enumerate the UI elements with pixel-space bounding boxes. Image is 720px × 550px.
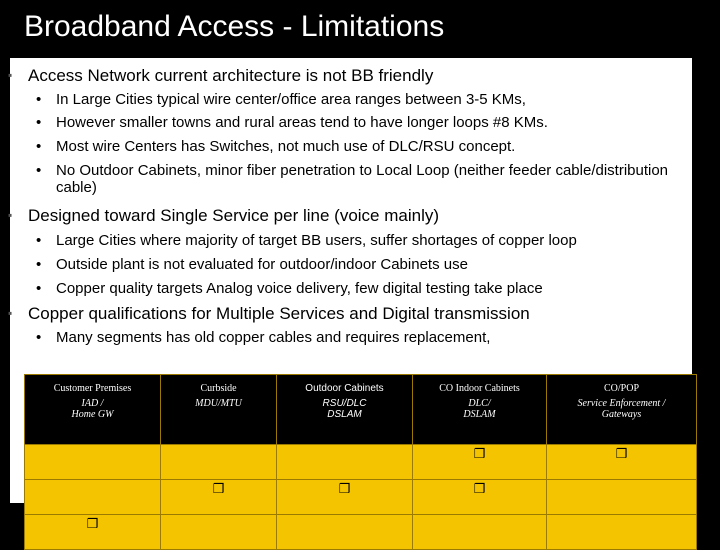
title-bar xyxy=(0,0,720,58)
table-cell xyxy=(547,515,697,550)
column-sub: DSLAM xyxy=(463,409,496,420)
bullet-text: Many segments has old copper cables and requires replacement, xyxy=(56,329,491,346)
section-heading-text: Copper qualifications for Multiple Services and Digital transmission xyxy=(28,304,530,323)
bullet-dot-icon: • xyxy=(36,114,42,131)
section-heading-3 xyxy=(8,304,530,324)
network-table xyxy=(24,374,696,540)
column-name: Curbside xyxy=(200,383,237,394)
bullet-text: Most wire Centers has Switches, not much use of DLC/RSU concept. xyxy=(56,138,516,155)
bullet-dot-icon: • xyxy=(36,280,42,297)
square-bullet-icon: ▪ xyxy=(8,68,13,82)
bullet-dot-icon: • xyxy=(36,138,42,155)
table-cell xyxy=(161,480,277,515)
bullet-item xyxy=(36,114,706,131)
bullet-text: Copper quality targets Analog voice delivery, few digital testing take place xyxy=(56,280,543,297)
table-row xyxy=(25,445,697,480)
checkbox-icon: ❒ xyxy=(212,482,225,497)
bullet-dot-icon: • xyxy=(36,329,42,346)
bullet-dot-icon: • xyxy=(36,232,42,249)
table-cell xyxy=(25,480,161,515)
section-heading-text: Designed toward Single Service per line (voice mainly) xyxy=(28,206,440,225)
bullet-text: Large Cities where majority of target BB users, suffer shortages of copper loop xyxy=(56,232,577,249)
bullet-item xyxy=(36,280,706,297)
table-cell xyxy=(25,515,161,550)
bullet-text: No Outdoor Cabinets, minor fiber penetration to Local Loop (neither feeder cable/distribution cable) xyxy=(56,162,669,196)
column-sub: Service Enforcement / xyxy=(577,398,666,409)
column-name: Customer Premises xyxy=(53,383,132,394)
table-cell xyxy=(547,480,697,515)
table-cell xyxy=(413,515,547,550)
slide-title: Broadband Access - Limitations xyxy=(24,10,445,43)
bullet-item xyxy=(36,162,676,196)
column-header-curbside xyxy=(161,375,277,445)
table-cell xyxy=(547,445,697,480)
column-sub: IAD / xyxy=(81,398,104,409)
table-cell xyxy=(277,515,413,550)
section-heading-text: Access Network current architecture is not BB friendly xyxy=(28,66,434,85)
section-heading-2 xyxy=(8,206,440,226)
bullet-item xyxy=(36,138,706,155)
table-cell xyxy=(161,515,277,550)
bullet-dot-icon: • xyxy=(36,162,42,179)
checkbox-icon: ❒ xyxy=(86,517,99,532)
column-sub: MDU/MTU xyxy=(195,398,242,409)
square-bullet-icon: ▪ xyxy=(8,208,13,222)
bullet-text: Outside plant is not evaluated for outdoor/indoor Cabinets use xyxy=(56,256,468,273)
table-cell xyxy=(277,480,413,515)
column-sub: Gateways xyxy=(601,409,642,420)
checkbox-icon: ❒ xyxy=(338,482,351,497)
column-sub: RSU/DLC xyxy=(322,398,367,409)
table-cell xyxy=(413,480,547,515)
bullet-text: In Large Cities typical wire center/office area ranges between 3-5 KMs, xyxy=(56,91,526,108)
column-name: CO/POP xyxy=(603,383,639,394)
column-sub: DSLAM xyxy=(327,409,362,420)
column-name: Outdoor Cabinets xyxy=(305,383,384,394)
table-row xyxy=(25,515,697,550)
table-cell xyxy=(25,445,161,480)
section-heading-1 xyxy=(8,66,434,86)
column-sub: Home GW xyxy=(71,409,114,420)
bullet-item xyxy=(36,91,706,108)
column-header-customer-premises xyxy=(25,375,161,445)
column-sub: DLC/ xyxy=(468,398,491,409)
column-header-co-pop xyxy=(547,375,697,445)
bullet-item xyxy=(36,256,706,273)
checkbox-icon: ❒ xyxy=(473,482,486,497)
table-cell xyxy=(277,445,413,480)
bullet-item xyxy=(36,232,706,249)
table-row xyxy=(25,480,697,515)
table-cell xyxy=(161,445,277,480)
square-bullet-icon: ▪ xyxy=(8,306,13,320)
column-name: CO Indoor Cabinets xyxy=(439,383,520,394)
bullet-item xyxy=(36,329,706,346)
bullet-dot-icon: • xyxy=(36,91,42,108)
checkbox-icon: ❒ xyxy=(615,447,628,462)
checkbox-icon: ❒ xyxy=(473,447,486,462)
table-cell xyxy=(413,445,547,480)
column-header-outdoor-cabinets xyxy=(277,375,413,445)
bullet-text: However smaller towns and rural areas tend to have longer loops #8 KMs. xyxy=(56,114,548,131)
column-header-co-indoor-cabinets xyxy=(413,375,547,445)
bullet-dot-icon: • xyxy=(36,256,42,273)
